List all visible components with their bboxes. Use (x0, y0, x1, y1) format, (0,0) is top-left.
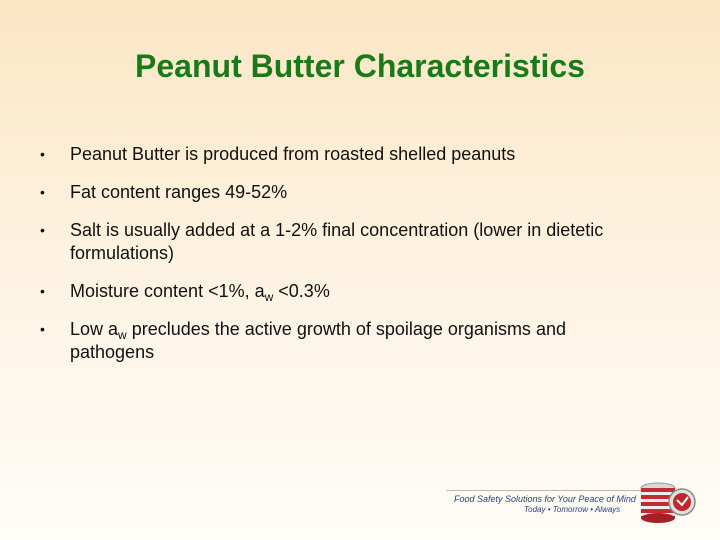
logo-divider (446, 490, 641, 491)
bullet-text: Peanut Butter is produced from roasted shelled peanuts (70, 144, 516, 164)
bullet-text: Fat content ranges 49-52% (70, 182, 288, 202)
subscript-w: w (118, 328, 127, 342)
bullet-text-post: precludes the active growth of spoilage organisms and (126, 319, 566, 339)
bullet-text-line2: pathogens (70, 342, 155, 362)
slide-title: Peanut Butter Characteristics (135, 48, 585, 84)
bullet-text-pre: Moisture content <1%, a (70, 281, 265, 301)
layered-stack-logo-icon (638, 478, 700, 530)
bullet-text-line1: Salt is usually added at a 1-2% final concentration (lower in dietetic (70, 220, 604, 240)
bullet-item (40, 143, 680, 166)
bullet-item (40, 219, 680, 265)
footer-logo (440, 478, 715, 536)
bullet-marker: • (40, 283, 45, 299)
bullet-marker: • (40, 222, 45, 238)
bullet-text-post: <0.3% (273, 281, 330, 301)
bullet-item (40, 318, 680, 364)
bullet-item (40, 181, 680, 204)
footer-subtagline: Today • Tomorrow • Always (524, 505, 621, 514)
subscript-w: w (264, 290, 274, 304)
bullet-text-line2: formulations) (70, 243, 175, 263)
bullet-marker: • (40, 321, 45, 337)
bullet-item (40, 280, 680, 303)
footer-tagline: Food Safety Solutions for Your Peace of Mind (454, 494, 636, 504)
bullet-marker: • (40, 184, 45, 200)
bullet-list (40, 143, 680, 379)
bullet-marker: • (40, 146, 45, 162)
bullet-text-pre: Low a (70, 319, 119, 339)
